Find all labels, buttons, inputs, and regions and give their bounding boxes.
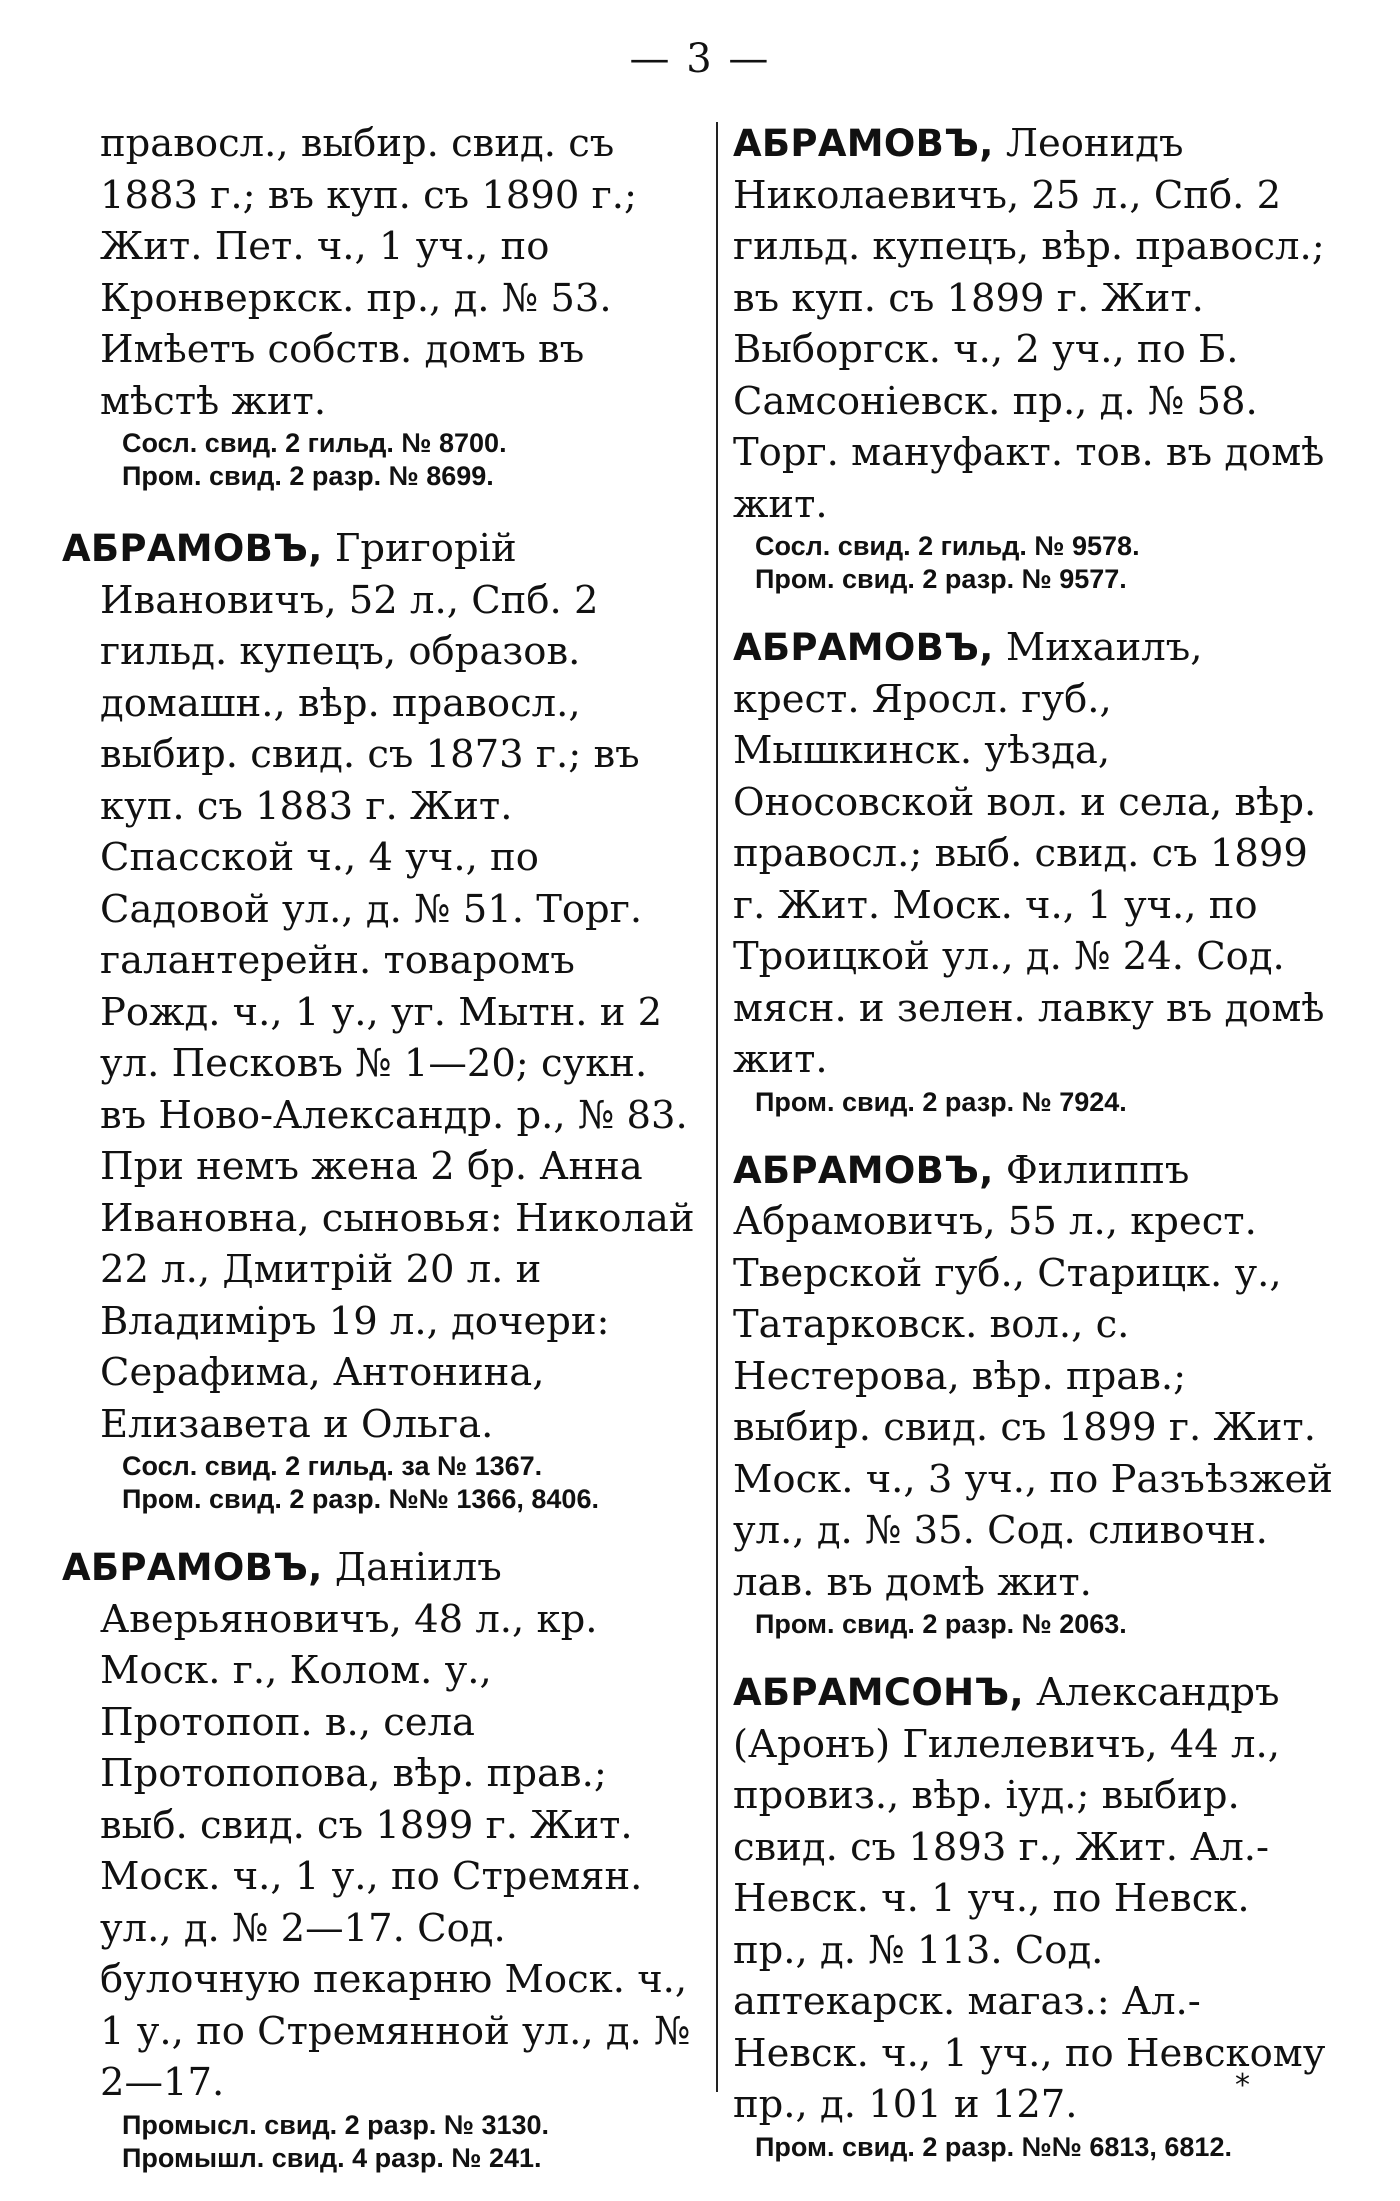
certificate-line: Сосл. свид. 2 гильд. № 8700. bbox=[122, 428, 507, 458]
page-number: — 3 — bbox=[629, 36, 771, 82]
entry-body bbox=[62, 523, 705, 1450]
surname: АБРАМОВЪ, bbox=[62, 1546, 323, 1589]
certificate-line: Пром. свид. 2 разр. № 2063. bbox=[755, 1609, 1127, 1639]
entry bbox=[733, 622, 1333, 1119]
entry bbox=[62, 523, 705, 1516]
entry-text: Григорій Ивановичъ, 52 л., Спб. 2 гильд. купецъ, образов. домашн., вѣр. правосл., выбир. свид. съ 1873 г.; въ куп. съ 1883 г. Жит. Спасской ч., 4 уч., по Садовой ул., д. № 51. Торг. галантерейн. товаромъ Рожд. ч., 1 у., уг. Мытн. и 2 ул. Песковъ № 1—20; сукн. въ Ново-Александр. р., № 83. При немъ жена 2 бр. Анна Ивановна, сыновья: Николай 22 л., Дмитрій 20 л. и Владиміръ 19 л., дочери: Серафима, Антонина, Елизавета и Ольга. bbox=[100, 526, 695, 1447]
certificate-line: Пром. свид. 2 разр. № 8699. bbox=[122, 461, 494, 491]
entry-body bbox=[733, 1145, 1333, 1609]
entry-text: Александръ (Аронъ) Гилелевичъ, 44 л., провиз., вѣр. іуд.; выбир. свид. съ 1893 г., Жит. Ал.-Невск. ч. 1 уч., по Невск. пр., д. № 113. Сод. аптекарск. магаз.: Ал.-Невск. ч., 1 уч., по Невскому пр., д. 101 и 127. bbox=[733, 1670, 1326, 2127]
entry bbox=[733, 1145, 1333, 1642]
certificate-line: Пром. свид. 2 разр. № 9577. bbox=[755, 564, 1127, 594]
certificate-line: Пром. свид. 2 разр. № 7924. bbox=[755, 1086, 1127, 1117]
entry-text: правосл., выбир. свид. съ 1883 г.; въ куп. съ 1890 г.; Жит. Пет. ч., 1 уч., по Кронверкск. пр., д. № 53. Имѣетъ собств. домъ въ мѣстѣ жит. bbox=[100, 121, 637, 424]
certificate-line: Пром. свид. 2 разр. №№ 6813, 6812. bbox=[755, 2131, 1232, 2162]
surname: АБРАМСОНЪ, bbox=[733, 1671, 1024, 1714]
entry-body bbox=[733, 118, 1333, 530]
surname: АБРАМОВЪ, bbox=[733, 122, 994, 165]
entry-text: Филиппъ Абрамовичъ, 55 л., крест. Тверской губ., Старицк. у., Татарковск. вол., с. Нестерова, вѣр. прав.; выбир. свид. съ 1899 г. Жит. Моск. ч., 3 уч., по Разъѣзжей ул., д. № 35. Сод. сливочн. лав. въ домѣ жит. bbox=[733, 1147, 1333, 1605]
certificate-line: Промышл. свид. 4 разр. № 241. bbox=[122, 2142, 542, 2173]
column-divider bbox=[716, 122, 718, 2092]
surname: АБРАМОВЪ, bbox=[62, 527, 323, 570]
entry-text: Леонидъ Николаевичъ, 25 л., Спб. 2 гильд. купецъ, вѣр. правосл.; въ куп. съ 1899 г. Жит. Выборгск. ч., 2 уч., по Б. Самсоніевск. пр., д. № 58. Торг. мануфакт. тов. въ домѣ жит. bbox=[733, 121, 1325, 527]
certificate-line: Пром. свид. 2 разр. №№ 1366, 8406. bbox=[122, 1484, 599, 1514]
entry-body bbox=[733, 622, 1333, 1086]
entry-body bbox=[62, 1542, 705, 2109]
entry-text: Даніилъ Аверьяновичъ, 48 л., кр. Моск. г., Колом. у., Протопоп. в., села Протопопова, вѣр. прав.; выб. свид. съ 1899 г. Жит. Моск. ч., 1 у., по Стремян. ул., д. № 2—17. Сод. булочную пекарню Моск. ч., 1 у., по Стремянной ул., д. № 2—17. bbox=[100, 1545, 691, 2105]
footer-asterisk: * bbox=[1235, 2068, 1250, 2103]
entry-continued bbox=[100, 118, 705, 493]
certificate-line: Сосл. свид. 2 гильд. за № 1367. bbox=[122, 1451, 543, 1481]
entry-text: Михаилъ, крест. Яросл. губ., Мышкинск. уѣзда, Оносовской вол. и села, вѣр. правосл.; выб. свид. съ 1899 г. Жит. Моск. ч., 1 уч., по Троицкой ул., д. № 24. Сод. мясн. и зелен. лавку въ домѣ жит. bbox=[733, 625, 1325, 1082]
surname: АБРАМОВЪ, bbox=[733, 1148, 994, 1192]
entry bbox=[733, 118, 1333, 596]
entry bbox=[62, 1542, 705, 2175]
certificate-line: Промысл. свид. 2 разр. № 3130. bbox=[122, 2109, 550, 2140]
entry-body bbox=[733, 1667, 1333, 2131]
certificate-line: Сосл. свид. 2 гильд. № 9578. bbox=[755, 531, 1140, 561]
right-column bbox=[733, 118, 1333, 2190]
left-column bbox=[62, 118, 705, 2201]
surname: АБРАМОВЪ, bbox=[733, 626, 994, 669]
